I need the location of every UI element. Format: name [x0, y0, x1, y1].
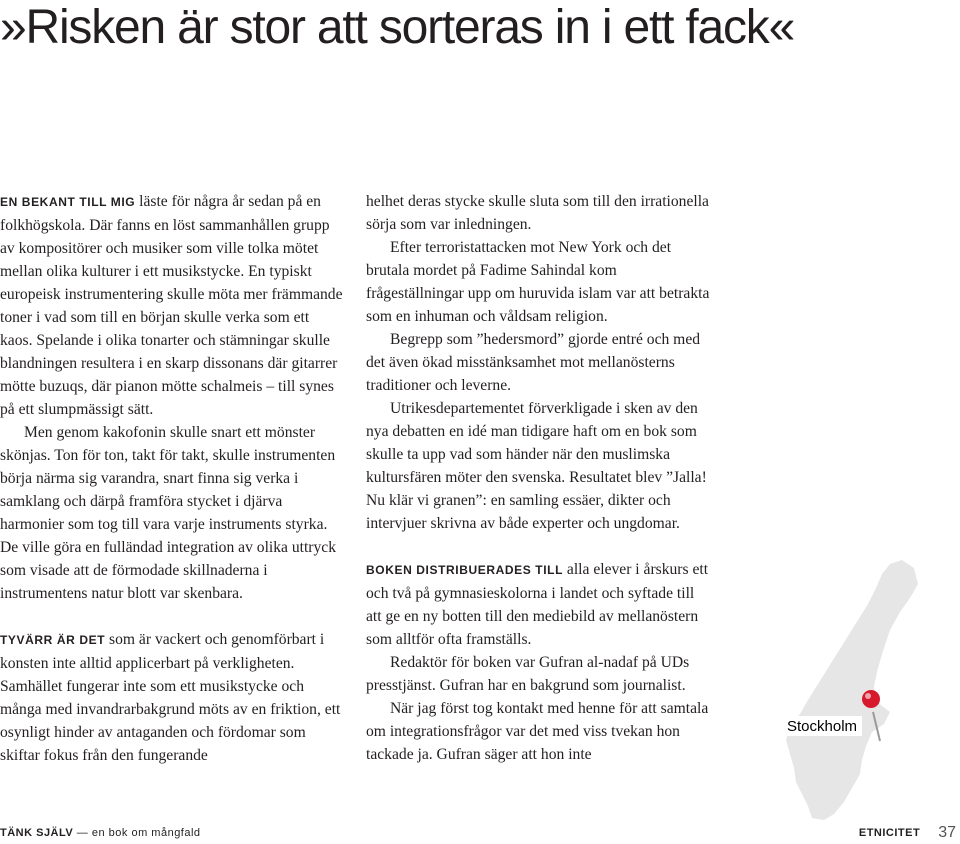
- paragraph: Redaktör för boken var Gufran al-nadaf på UDs presstjänst. Gufran har en bakgrund som journalist.: [366, 654, 690, 694]
- paragraph-text: som är vackert och genomförbart i konsten inte alltid applicerbart på verkligheten. Samhället fungerar inte som ett musikstycke och många med invandrarbakgrund möts av en friktion, ett osynligt hinder av antaganden och fördomar som skiftar fokus från den fungerande: [0, 631, 341, 764]
- footer-section: [859, 824, 956, 842]
- pin-highlight: [865, 693, 871, 699]
- map-label-stockholm: Stockholm: [787, 718, 858, 735]
- paragraph-text: alla elever i årskurs ett och två på gymnasieskolorna i landet och syftade till att ge en ny botten till den mediebild av mellanöstern som alltför ofta framställs.: [366, 561, 709, 648]
- paragraph: Men genom kakofonin skulle snart ett mönster skönjas. Ton för ton, takt för takt, skulle instrumenten börja närma sig varandra, snart finna sig verka i samklang och därpå framföra stycket i djärva harmonier som tog till vara varje instruments styrka. De ville göra en fulländad integration av olika uttryck som visade att de förmodade skillnaderna i instrumentens natur blott var skenbara.: [0, 424, 337, 602]
- series-title: TÄNK SJÄLV: [0, 827, 74, 839]
- headline: »Risken är stor att sorteras in i ett fack«: [0, 1, 795, 54]
- paragraph-text: läste för några år sedan på en folkhögskola. Där fanns en löst sammanhållen grupp av kompositörer och musiker som ville tolka mötet mellan olika kulturer i ett musikstycke. En typiskt europeisk instrumentering skulle möta mer främmande toner i vad som till en början skulle verka som ett kaos. Spelande i olika tonarter och stämningar skulle blandningen resultera i en skarp dissonans där gitarrer mötte buzuqs, där pianon mötte schalmeis – till synes på ett slumpmässigt sätt.: [0, 193, 343, 418]
- lead-in: TYVÄRR ÄR DET: [0, 633, 106, 647]
- series-dash: —: [73, 827, 92, 839]
- lead-in: BOKEN DISTRIBUERADES TILL: [366, 563, 564, 577]
- page-number: 37: [938, 824, 956, 841]
- section-name: ETNICITET: [858, 827, 921, 839]
- footer-series: [0, 827, 201, 839]
- sweden-map: [740, 556, 960, 824]
- paragraph: Begrepp som ”hedersmord” gjorde entré och med det även ökad misstänksamhet mot mellanösterns traditioner och leverne.: [366, 331, 701, 394]
- paragraph: [0, 190, 345, 421]
- paragraph: När jag först tog kontakt med henne för att samtala om integrationsfrågor var det med viss tvekan hon tackade ja. Gufran säger att hon inte: [366, 700, 709, 763]
- paragraph: Efter terroristattacken mot New York och det brutala mordet på Fadime Sahindal kom frågeställningar upp om huruvida islam var att betrakta som en inhuman och våldsam religion.: [366, 239, 710, 325]
- paragraph: helhet deras stycke skulle sluta som till den irrationella sörja som var inledningen.: [366, 193, 709, 233]
- sweden-map-graphic: [740, 556, 960, 824]
- paragraph: [0, 628, 345, 767]
- left-column: [0, 190, 345, 767]
- paragraph: Utrikesdepartementet förverkligade i sken av den nya debatten en idé man tidigare haft om en bok som skulle ta upp vad som händer när den muslimska kultursfären möter den svenska. Resultatet blev ”Jalla! Nu klär vi granen”: en samling essäer, dikter och intervjuer skrivna av både experter och ungdomar.: [366, 400, 707, 532]
- right-column: [366, 190, 711, 766]
- map-pin-icon: [862, 690, 880, 708]
- series-subtitle: en bok om mångfald: [91, 827, 201, 839]
- paragraph: [366, 558, 711, 651]
- sweden-outline: [786, 560, 918, 820]
- lead-in: EN BEKANT TILL MIG: [0, 195, 136, 209]
